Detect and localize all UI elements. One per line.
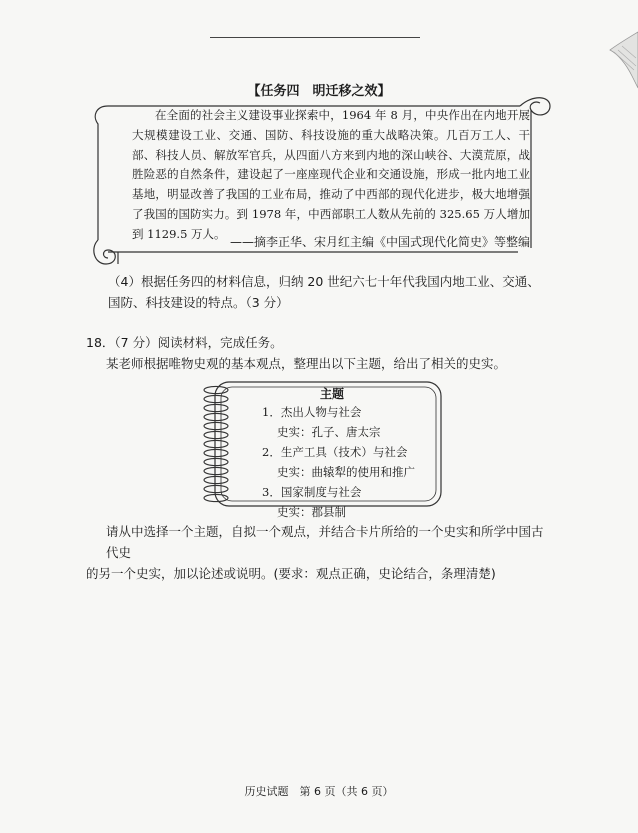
task-line-1: 请从中选择一个主题，自拟一个观点，并结合卡片所给的一个史实和所学中国古代史: [106, 524, 544, 560]
question-4: （4）根据任务四的材料信息，归纳 20 世纪六七十年代我国内地工业、交通、国防、科技建设的特点。（3 分）: [108, 274, 540, 310]
card-fact-1: 史实：孔子、唐太宗: [277, 425, 381, 439]
card-fact-2: 史实：曲辕犁的使用和推广: [277, 465, 415, 479]
header-rule: [210, 37, 420, 38]
card-theme-1: 1．杰出人物与社会: [262, 405, 362, 419]
binding-ring: [204, 422, 228, 429]
card-heading: 主题: [319, 387, 344, 401]
binding-ring: [204, 413, 228, 420]
passage-source: ——摘李正华、宋月红主编《中国式现代化简史》等整编: [230, 235, 531, 249]
question-18-task: [86, 521, 550, 584]
binding-ring: [204, 404, 228, 411]
question-18-intro: 某老师根据唯物史观的基本观点，整理出以下主题，给出了相关的史实。: [106, 356, 507, 371]
task-four-title: 【任务四 明迁移之效】: [247, 84, 391, 99]
binding-ring: [204, 431, 228, 438]
binding-ring: [204, 449, 228, 456]
card-fact-3: 史实：郡县制: [277, 505, 346, 519]
binding-ring: [204, 485, 228, 492]
binding-ring: [204, 476, 228, 483]
task-line-2: 的另一个史实，加以论述或说明。(要求：观点正确，史论结合，条理清楚): [86, 566, 496, 581]
task-four-passage: [132, 106, 530, 245]
question-18-header: 18．（7 分）阅读材料，完成任务。: [86, 335, 283, 350]
binding-ring: [204, 458, 228, 465]
passage-text: 在全面的社会主义建设事业探索中，1964 年 8 月，中央作出在内地开展大规模建设工业、交通、国防、科技设施的重大战略决策。几百万工人、干部、科技人员、解放军官兵，从四面八方来到内地的深山峡谷、大漠荒原，战胜险恶的自然条件，建设起了一座座现代企业和交通设施，形成一批内地工业基地，明显改善了我国的工业布局，推动了中西部的现代化进步，极大地增强了我国的国防实力。到 1978 年，中西部职工人数从先前的 325.65 万人增加到 1129.5 万人。: [132, 108, 530, 241]
card-theme-2: 2．生产工具（技术）与社会: [262, 445, 408, 459]
page-footer: 历史试题 第 6 页（共 6 页）: [244, 785, 394, 798]
binding-ring: [204, 440, 228, 447]
binding-ring: [204, 467, 228, 474]
card-theme-3: 3．国家制度与社会: [262, 485, 362, 499]
